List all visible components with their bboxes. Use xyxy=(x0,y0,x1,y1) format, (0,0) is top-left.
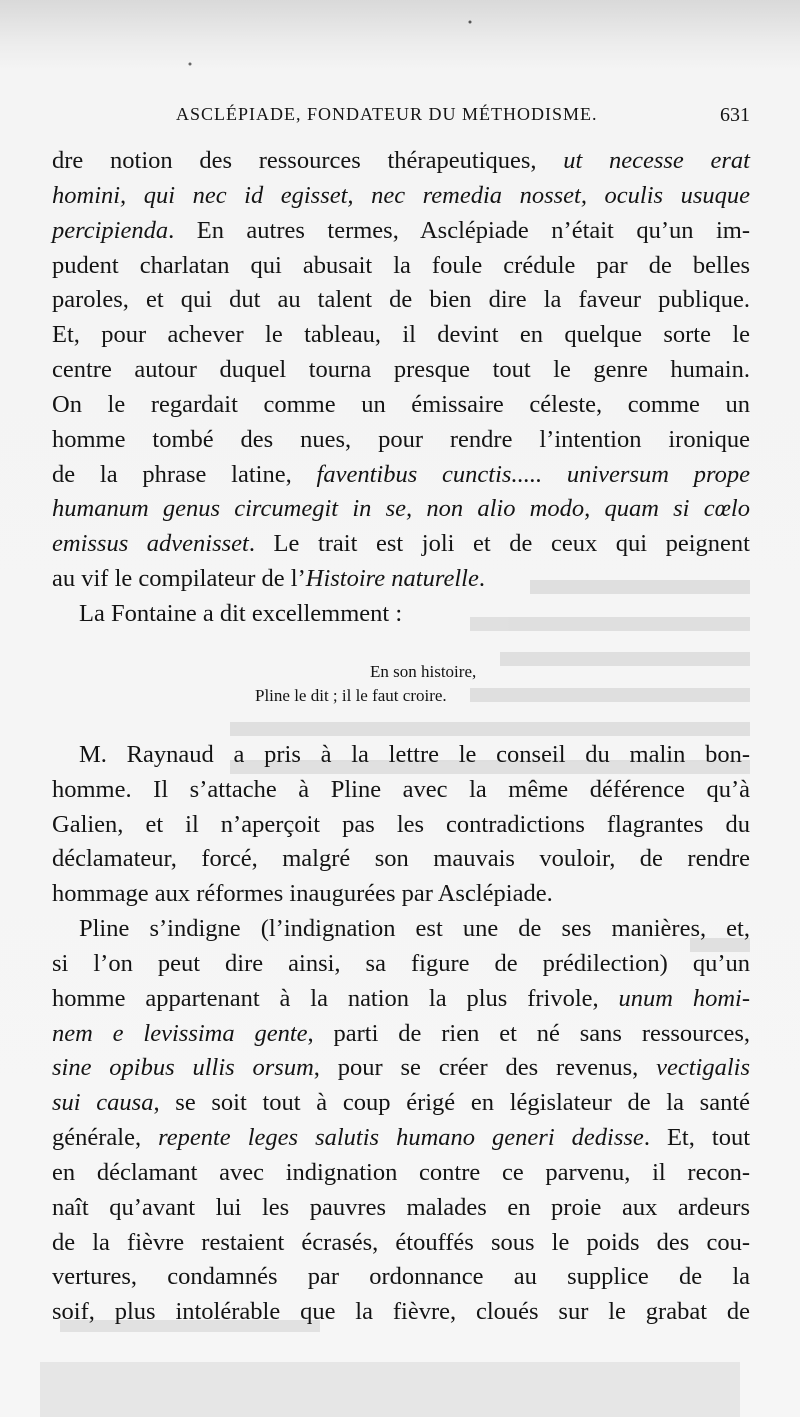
text-line xyxy=(52,912,750,947)
latin-phrase: emissus advenisset xyxy=(52,530,249,558)
text-line xyxy=(52,1226,750,1261)
text-run: homme appartenant à la nation la plus frivole, xyxy=(52,984,619,1012)
text-line xyxy=(52,492,750,527)
paragraph xyxy=(52,738,750,912)
text-run: centre autour duquel tourna presque tout le genre humain. xyxy=(52,356,750,384)
text-run: naît qu’avant lui les pauvres malades en proie aux ardeurs xyxy=(52,1193,750,1221)
body-text xyxy=(52,144,750,1330)
text-line xyxy=(52,214,750,249)
text-line xyxy=(52,1260,750,1295)
text-run: Pline s’indigne (l’indignation est une de ses manières, et, xyxy=(79,915,750,943)
text-run: Galien, et il n’aperçoit pas les contradictions flagrantes du xyxy=(52,810,750,838)
text-run: , pour se créer des revenus, xyxy=(313,1054,657,1082)
text-run: La Fontaine a dit excellemment : xyxy=(79,599,403,627)
latin-phrase: vectigalis xyxy=(656,1054,750,1082)
page-number: 631 xyxy=(720,104,750,126)
text-line xyxy=(52,458,750,493)
text-line xyxy=(52,1051,750,1086)
text-line xyxy=(52,808,750,843)
text-line xyxy=(52,1017,750,1052)
latin-phrase: faventibus cunctis..... universum prope xyxy=(316,460,750,488)
text-line xyxy=(52,982,750,1017)
text-line xyxy=(52,877,750,912)
paragraph xyxy=(52,912,750,1330)
text-line xyxy=(52,842,750,877)
running-title: ASCLÉPIADE, FONDATEUR DU MÉTHODISME. xyxy=(176,104,598,124)
text-run: au vif le compilateur de l’ xyxy=(52,565,306,593)
text-line xyxy=(52,562,750,597)
latin-phrase: homini, qui nec id egisset, nec remedia nosset, oculis usuque xyxy=(52,181,750,209)
latin-phrase: sui causa xyxy=(52,1089,154,1117)
text-line xyxy=(52,249,750,284)
text-line xyxy=(52,527,750,562)
text-run: de la fièvre restaient écrasés, étouffés sous le poids des cou- xyxy=(52,1228,750,1256)
paragraph xyxy=(52,597,750,632)
text-run: vertures, condamnés par ordonnance au supplice de la xyxy=(52,1263,750,1291)
text-run: générale, xyxy=(52,1124,159,1152)
paragraph xyxy=(52,144,750,597)
text-run: . Le trait est joli et de ceux qui peignent xyxy=(248,530,750,558)
text-run: , parti de rien et né sans ressources, xyxy=(307,1019,750,1047)
text-run: pudent charlatan qui abusait la foule crédule par de belles xyxy=(52,251,750,279)
text-run: Et, pour achever le tableau, il devint en quelque sorte le xyxy=(52,321,750,349)
latin-phrase: humanum genus circumegit in se, non alio modo, quam si cœlo xyxy=(52,495,750,523)
verse-line: En son histoire, xyxy=(370,661,477,681)
text-run: paroles, et qui dut au talent de bien dire la faveur publique. xyxy=(52,286,750,314)
text-line xyxy=(52,947,750,982)
text-line xyxy=(52,1295,750,1330)
text-line xyxy=(52,1191,750,1226)
text-run: . Et, tout xyxy=(643,1124,751,1152)
running-head xyxy=(52,104,752,134)
text-line xyxy=(52,144,750,179)
latin-phrase: nem e levissima gente xyxy=(52,1019,308,1047)
text-line xyxy=(52,1086,750,1121)
text-run: . xyxy=(478,565,485,593)
text-line xyxy=(52,738,750,773)
text-run: . En autres termes, Asclépiade n’était qu’un im- xyxy=(168,216,750,244)
text-line xyxy=(52,1156,750,1191)
text-run: si l’on peut dire ainsi, sa figure de prédilection) qu’un xyxy=(52,949,750,977)
text-run: déclamateur, forcé, malgré son mauvais vouloir, de rendre xyxy=(52,845,750,873)
text-run: en déclamant avec indignation contre ce parvenu, il recon- xyxy=(52,1158,750,1186)
text-line xyxy=(52,773,750,808)
text-line xyxy=(52,318,750,353)
text-line xyxy=(52,179,750,214)
text-line xyxy=(52,1121,750,1156)
verse-quotation xyxy=(52,660,750,708)
latin-phrase: repente leges salutis humano generi dedisse xyxy=(158,1124,644,1152)
text-line xyxy=(52,423,750,458)
text-run: dre notion des ressources thérapeutiques, xyxy=(52,147,564,174)
latin-phrase: sine opibus ullis orsum xyxy=(52,1054,314,1082)
latin-phrase: ut necesse erat xyxy=(563,147,750,174)
text-line xyxy=(52,388,750,423)
text-run: hommage aux réformes inaugurées par Asclépiade. xyxy=(52,880,553,908)
text-run: de la phrase latine, xyxy=(52,460,317,488)
text-run: M. Raynaud a pris à la lettre le conseil du malin bon- xyxy=(79,740,750,768)
verse-line: Pline le dit ; il le faut croire. xyxy=(255,685,447,705)
text-line xyxy=(52,283,750,318)
latin-phrase: unum homi- xyxy=(618,984,750,1012)
latin-phrase: Histoire naturelle xyxy=(305,565,479,593)
text-line xyxy=(52,597,750,632)
text-line xyxy=(52,353,750,388)
text-run: , se soit tout à coup érigé en législateur de la santé xyxy=(153,1089,750,1117)
text-run: On le regardait comme un émissaire céleste, comme un xyxy=(52,390,750,418)
text-run: soif, plus intolérable que la fièvre, cloués sur le grabat de xyxy=(52,1298,750,1326)
text-run: homme. Il s’attache à Pline avec la même déférence qu’à xyxy=(52,775,750,803)
latin-phrase: percipienda xyxy=(52,216,169,244)
text-run: homme tombé des nues, pour rendre l’intention ironique xyxy=(52,425,750,453)
